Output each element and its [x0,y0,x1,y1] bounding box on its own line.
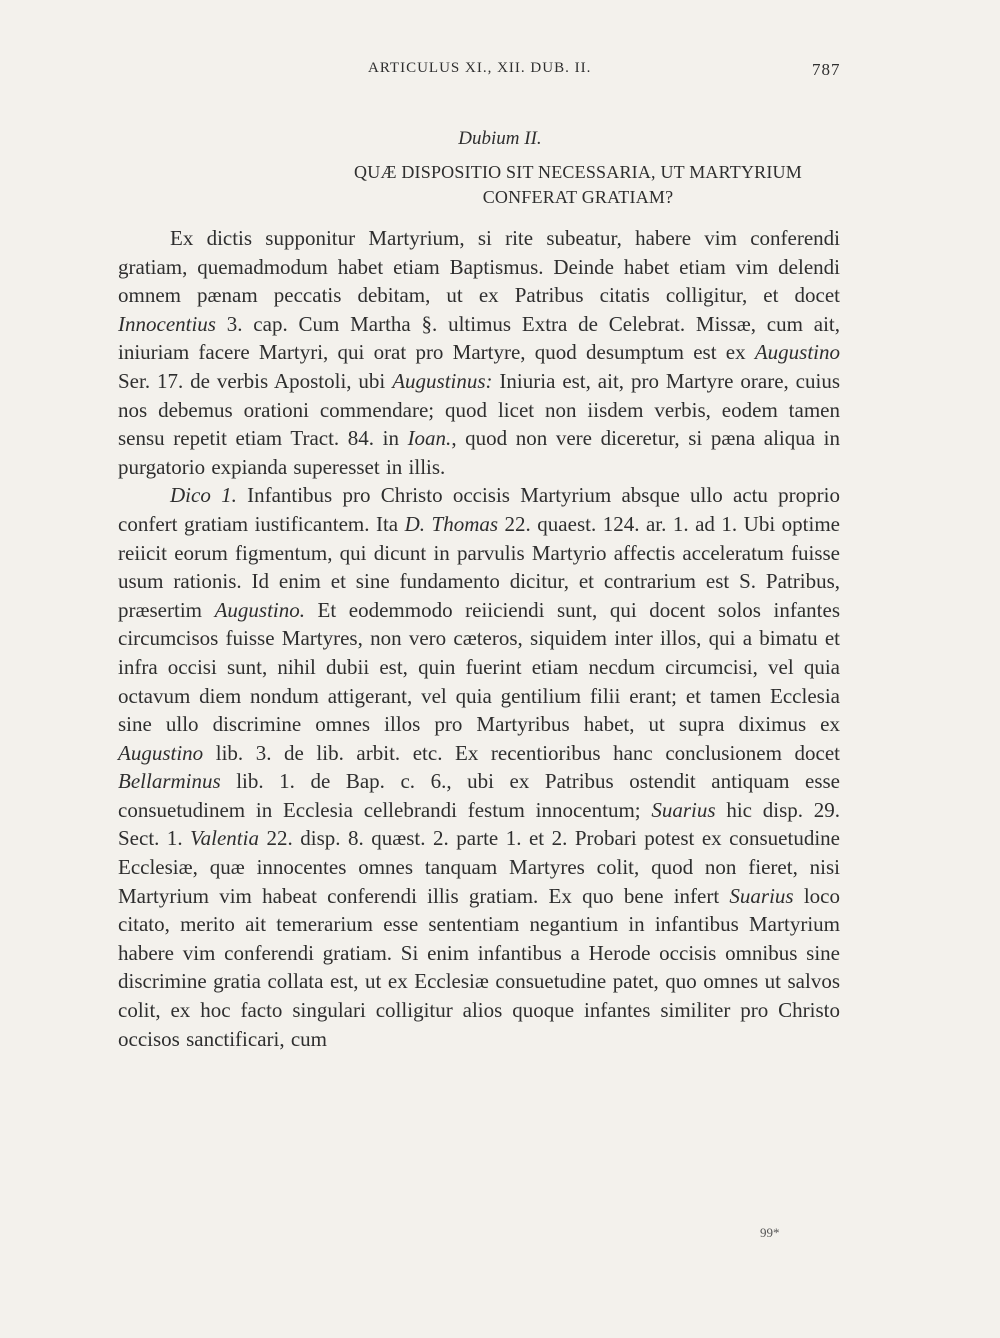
paragraph [118,224,840,481]
text-run: Ser. 17. de verbis Apostoli, ubi [118,368,393,393]
text-run: lib. 3. de lib. arbit. etc. Ex recentioribus hanc conclusionem docet [203,740,840,765]
text-run: 3. cap. Cum Martha §. ultimus Extra de Celebrat. Missæ, cum ait, iniuriam facere Martyri, qui orat pro Martyre, quod desumptum est ex [118,311,840,365]
italic-reference: Innocentius [118,311,216,336]
text-run: , quod non vere diceretur, si pæna aliqua in purgatorio expianda superesset in illis. [118,426,840,479]
italic-reference: D. Thomas [404,511,499,536]
text-run: loco citato, merito ait temerarium esse sententiam negantium in infantibus Martyrium habere vim conferendi gratiam. Si enim infantibus a Herode occisis omnibus sine discrimine gratia collata est, ut ex Ecclesiæ consuetudine patet, quo omnes ut salvos colit, ex hoc facto singulari colligitur alios quoque infantes similiter pro Christo occisos sanctificari, cum [118,883,840,1051]
running-title: ARTICULUS XI., XII. DUB. II. [368,60,592,76]
text-run: Ex dictis supponitur Martyrium, si rite subeatur, habere vim conferendi gratiam, quemadmodum habet etiam Baptismus. Deinde habet etiam vim delendi omnem pænam peccatis debitam, ut ex Patribus citatis colligitur, et docet [118,226,840,308]
italic-reference: Ioan. [407,426,452,451]
italic-reference: Augustinus: [392,368,493,393]
italic-reference: Suarius [651,797,716,822]
paragraph [118,481,840,1053]
italic-reference: Valentia [190,826,259,851]
text-run: Et eodemmodo reiiciendi sunt, qui docent solos infantes circumcisos fuisse Martyres, non vero cæteros, siquidem inter illos, qui a bimatu et infra occisi sunt, nihil dubii est, quin fuerint etiam necdum circumcisi, vel quia octavum diem nondum attigerant, vel quia gentilium filii erant; et tamen Ecclesia sine ullo discrimine omnes illos pro Martyribus habet, ut supra diximus ex [118,597,840,737]
italic-reference: Augustino. [214,597,305,622]
page-number: 787 [812,60,841,79]
italic-reference: Suarius [729,883,794,908]
italic-reference: Dico 1. [170,483,237,508]
dubium-title: Dubium II. [458,128,542,149]
text-run: 22. quaest. 124. ar. 1. ad 1. Ubi optime reiicit eorum figmentum, qui dicunt in parvulis Martyrio affectis acceleratum fuisse usum rationis. Id enim et sine fundamento dicitur, et contrarium est S. Patribus, præsertim [118,511,840,622]
body-text [118,224,840,1053]
italic-reference: Augustino [118,740,204,765]
signature-mark: 99* [760,1225,780,1240]
text-run: lib. 1. de Bap. c. 6., ubi ex Patribus ostendit antiquam esse consuetudinem in Ecclesia cellebrandi festum innocentum; [118,769,840,822]
italic-reference: Augustino [754,340,840,365]
text-run: hic disp. 29. Sect. 1. [118,797,840,851]
question-heading: QUÆ DISPOSITIO SIT NECESSARIA, UT MARTYRIUM CONFERAT GRATIAM? [354,162,802,207]
text-run: 22. disp. 8. quæst. 2. parte 1. et 2. Probari potest ex consuetudine Ecclesiæ, quæ innocentes omnes tanquam Martyres colit, quod non fieret, nisi Martyrium vim habeat conferendi illis gratiam. Ex quo bene infert [118,826,840,908]
text-run: Iniuria est, ait, pro Martyre orare, cuius nos debemus orationi commendare; quod licet non iisdem verbis, eodem tamen sensu repetit etiam Tract. 84. in [118,368,840,451]
italic-reference: Bellarminus [118,769,221,794]
text-run: Infantibus pro Christo occisis Martyrium absque ullo actu proprio confert gratiam iustificantem. Ita [118,483,840,536]
